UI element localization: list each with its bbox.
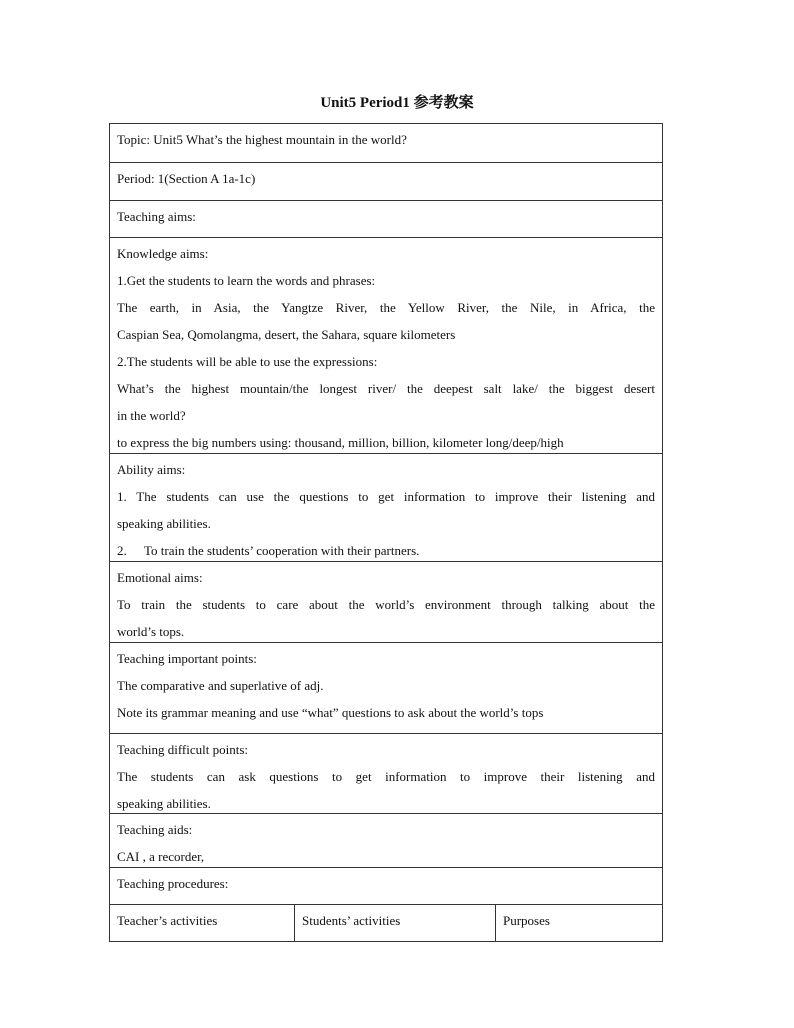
document-title: Unit5 Period1 参考教案 bbox=[320, 95, 474, 111]
teaching-aims-row bbox=[110, 200, 662, 237]
important-points-row bbox=[110, 642, 662, 733]
important-points-line-2: Note its grammar meaning and use “what” questions to ask about the world’s tops bbox=[117, 705, 544, 720]
expression-line-1: What’s the highest mountain/the longest river/ the deepest salt lake/ the biggest desert bbox=[117, 381, 655, 396]
ability-item-1-line-1: 1. The students can use the questions to get information to improve their listening and bbox=[117, 489, 655, 504]
knowledge-aims-heading: Knowledge aims: bbox=[117, 246, 209, 261]
expression-line-2: in the world? bbox=[117, 408, 186, 423]
knowledge-item-2: 2.The students will be able to use the expressions: bbox=[117, 354, 378, 369]
period-row bbox=[110, 162, 662, 200]
difficult-points-row bbox=[110, 733, 662, 813]
difficult-points-line-1: The students can ask questions to get information to improve their listening and bbox=[117, 769, 655, 784]
teaching-aids-line-1: CAI , a recorder, bbox=[117, 849, 205, 864]
difficult-points-line-2: speaking abilities. bbox=[117, 796, 211, 811]
procedures-column-headers bbox=[110, 904, 662, 941]
students-activities-header: Students’ activities bbox=[295, 905, 496, 941]
period-text: Period: 1(Section A 1a-1c) bbox=[117, 171, 256, 186]
difficult-points-heading: Teaching difficult points: bbox=[117, 742, 248, 757]
emotional-aims-heading: Emotional aims: bbox=[117, 570, 203, 585]
lesson-plan-table bbox=[109, 123, 663, 942]
topic-text: Topic: Unit5 What’s the highest mountain in the world? bbox=[117, 132, 407, 147]
teacher-activities-header: Teacher’s activities bbox=[110, 905, 295, 941]
teaching-aids-row bbox=[110, 813, 662, 867]
emotional-line-2: world’s tops. bbox=[117, 624, 185, 639]
purposes-header: Purposes bbox=[503, 913, 550, 928]
ability-item-1-line-2: speaking abilities. bbox=[117, 516, 211, 531]
ability-aims-heading: Ability aims: bbox=[117, 462, 186, 477]
knowledge-aims-row bbox=[110, 237, 662, 453]
ability-item-2-text: To train the students’ cooperation with their partners. bbox=[144, 543, 420, 558]
teaching-aims-heading: Teaching aims: bbox=[117, 209, 196, 224]
emotional-aims-row bbox=[110, 561, 662, 642]
ability-item-2-number: 2. bbox=[117, 543, 127, 558]
vocabulary-line-1: The earth, in Asia, the Yangtze River, the Yellow River, the Nile, in Africa, the bbox=[117, 300, 655, 315]
knowledge-item-1: 1.Get the students to learn the words and phrases: bbox=[117, 273, 376, 288]
teaching-procedures-heading: Teaching procedures: bbox=[117, 876, 229, 891]
topic-row bbox=[110, 124, 662, 162]
vocabulary-line-2: Caspian Sea, Qomolangma, desert, the Sahara, square kilometers bbox=[117, 327, 456, 342]
important-points-line-1: The comparative and superlative of adj. bbox=[117, 678, 324, 693]
big-numbers-line: to express the big numbers using: thousand, million, billion, kilometer long/deep/high bbox=[117, 435, 564, 450]
ability-item-2 bbox=[117, 537, 655, 564]
ability-aims-row bbox=[110, 453, 662, 561]
teaching-procedures-row bbox=[110, 867, 662, 904]
emotional-line-1: To train the students to care about the world’s environment through talking about the bbox=[117, 597, 655, 612]
teaching-aids-heading: Teaching aids: bbox=[117, 822, 193, 837]
important-points-heading: Teaching important points: bbox=[117, 651, 257, 666]
